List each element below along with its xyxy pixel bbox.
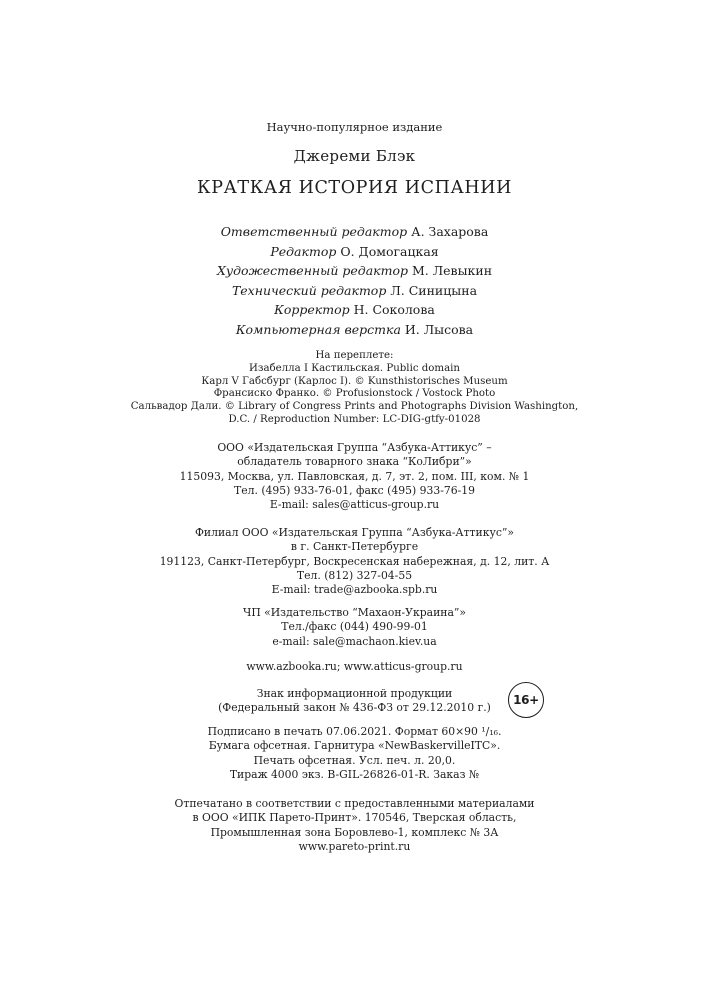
print-info-line: Тираж 4000 экз. B-GIL-26826-01-R. Заказ № bbox=[229, 767, 480, 781]
credit-line bbox=[0, 261, 709, 281]
print-info-line: Печать офсетная. Усл. печ. л. 20,0. bbox=[253, 753, 456, 767]
credit-line bbox=[0, 242, 709, 262]
credit-person: И. Лысова bbox=[404, 321, 474, 337]
cover-credit-line: Сальвадор Дали. © Library of Congress Prints and Photographs Division Washington, bbox=[130, 401, 579, 413]
mahaon-email: e-mail: sale@machaon.kiev.ua bbox=[272, 634, 437, 648]
credit-person: А. Захарова bbox=[411, 224, 489, 239]
book-title: КРАТКАЯ ИСТОРИЯ ИСПАНИИ bbox=[197, 178, 512, 198]
print-info-line: Подписано в печать 07.06.2021. Формат 60×90 ¹/₁₆. bbox=[207, 725, 502, 738]
info-sign-block bbox=[0, 687, 709, 716]
credit-person: Н. Соколова bbox=[353, 302, 435, 318]
credit-role: Художественный редактор bbox=[216, 263, 408, 279]
branch-email: E-mail: trade@azbooka.spb.ru bbox=[271, 583, 438, 597]
websites: www.azbooka.ru; www.atticus-group.ru bbox=[246, 660, 463, 673]
credit-line bbox=[0, 222, 709, 242]
cover-credit-line: D.C. / Reproduction Number: LC-DIG-gtfy-01028 bbox=[228, 413, 481, 425]
credit-person: М. Левыкин bbox=[411, 263, 493, 279]
credit-line bbox=[0, 320, 709, 340]
credit-role: Ответственный редактор bbox=[220, 224, 408, 239]
credit-line bbox=[0, 281, 709, 301]
credit-role: Компьютерная верстка bbox=[235, 321, 401, 337]
mahaon-line: ЧП «Издательство “Махаон-Украина”» bbox=[242, 606, 467, 619]
author-name: Джереми Блэк bbox=[293, 147, 416, 165]
credit-role: Технический редактор bbox=[231, 282, 387, 298]
mahaon-line: Тел./факс (044) 490-99-01 bbox=[281, 620, 428, 634]
info-sign-line: (Федеральный закон № 436-ФЗ от 29.12.2010 г.) bbox=[218, 701, 491, 715]
age-rating-badge: 16+ bbox=[508, 682, 544, 718]
printer-line: Отпечатано в соответствии с предоставленными материалами bbox=[174, 797, 535, 810]
publisher-line: 115093, Москва, ул. Павловская, д. 7, эт. 2, пом. III, ком. № 1 bbox=[179, 469, 530, 483]
print-info-line: Бумага офсетная. Гарнитура «NewBaskervilleITC». bbox=[208, 739, 501, 753]
branch-line: Тел. (812) 327-04-55 bbox=[296, 568, 413, 582]
credit-line bbox=[0, 300, 709, 320]
publisher-email: E-mail: sales@atticus-group.ru bbox=[269, 498, 440, 512]
mahaon-block bbox=[0, 606, 709, 649]
cover-credit-line: Изабелла I Кастильская. Public domain bbox=[249, 362, 460, 374]
cover-credit-line: На переплете: bbox=[315, 350, 394, 361]
cover-credit-line: Франсиско Франко. © Profusionstock / Vostock Photo bbox=[213, 388, 496, 400]
branch-line: в г. Санкт-Петербурге bbox=[290, 540, 419, 554]
branch-line: 191123, Санкт-Петербург, Воскресенская набережная, д. 12, лит. А bbox=[159, 554, 550, 568]
print-info-block bbox=[0, 725, 709, 782]
publisher-line: обладатель товарного знака “КоЛибри”» bbox=[237, 455, 472, 469]
editorial-credits bbox=[0, 222, 709, 340]
credit-person: О. Домогацкая bbox=[340, 243, 439, 259]
info-sign-line: Знак информационной продукции bbox=[256, 687, 453, 700]
credit-role: Редактор bbox=[270, 243, 337, 259]
credit-role: Корректор bbox=[274, 302, 350, 318]
publisher-line: Тел. (495) 933-76-01, факс (495) 933-76-19 bbox=[234, 483, 475, 497]
branch-line: Филиал ООО «Издательская Группа “Азбука-Аттикус”» bbox=[194, 526, 515, 539]
credit-person: Л. Синицына bbox=[390, 282, 478, 298]
branch-block bbox=[0, 526, 709, 597]
printer-website: www.pareto-print.ru bbox=[298, 839, 411, 853]
cover-image-credits bbox=[0, 350, 709, 427]
publisher-line: ООО «Издательская Группа “Азбука-Аттикус” – bbox=[217, 441, 492, 454]
cover-credit-line: Карл V Габсбург (Карлос I). © Kunsthistorisches Museum bbox=[201, 375, 508, 387]
publisher-block bbox=[0, 441, 709, 512]
printer-line: Промышленная зона Боровлево-1, комплекс № 3А bbox=[210, 825, 499, 839]
printer-line: в ООО «ИПК Парето-Принт». 170546, Тверская область, bbox=[192, 811, 517, 825]
printer-block bbox=[0, 797, 709, 854]
edition-type: Научно-популярное издание bbox=[266, 120, 443, 134]
